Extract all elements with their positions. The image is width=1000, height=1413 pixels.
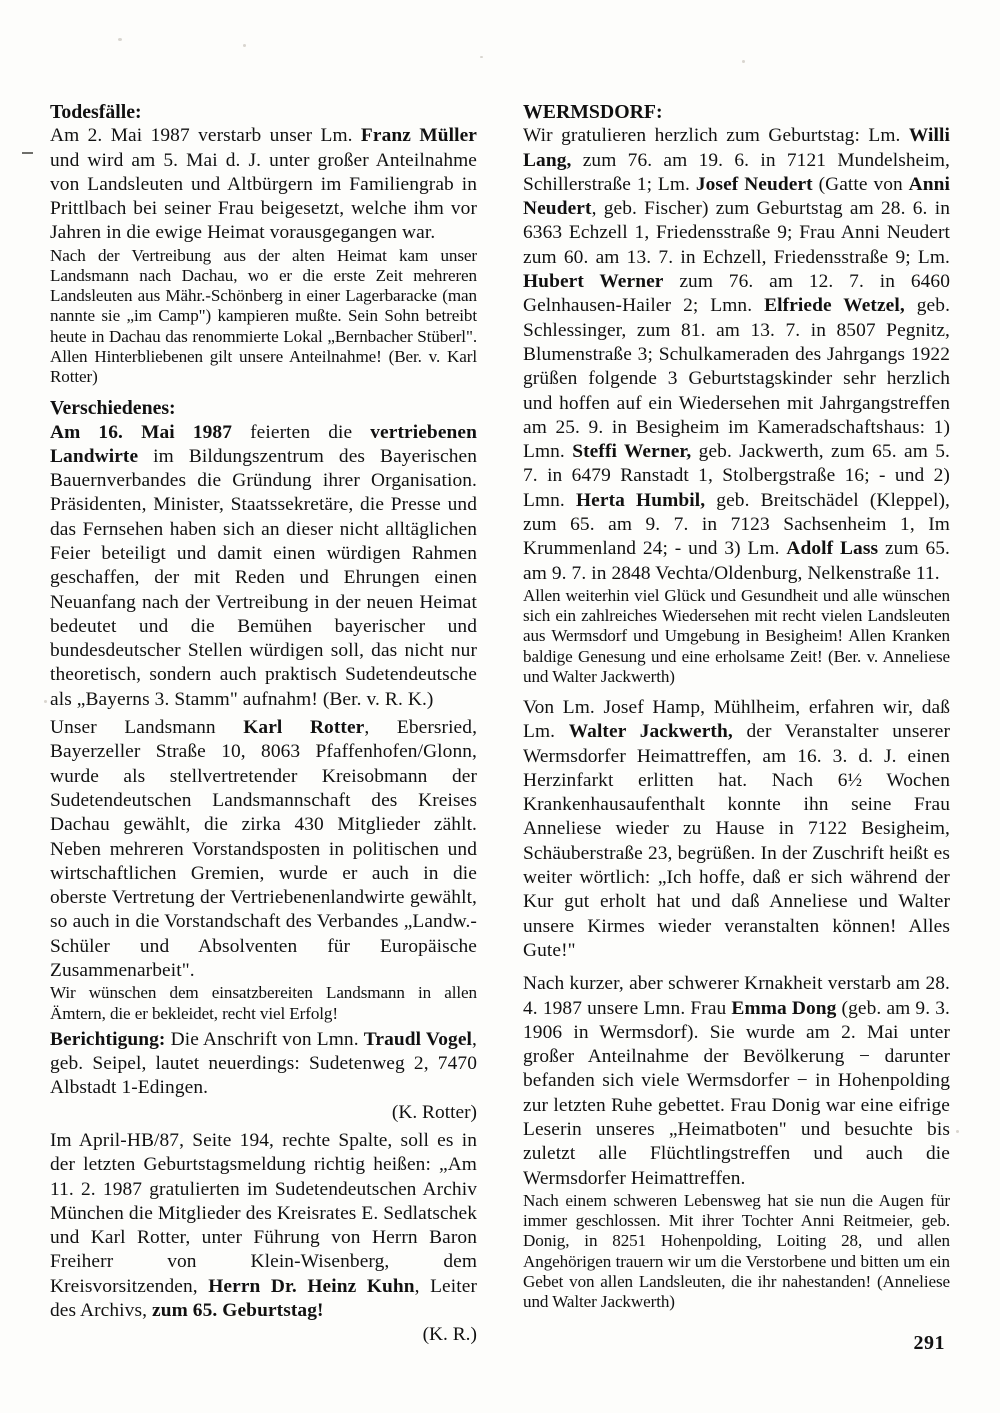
paragraph-death-report-details: Nach einem schweren Lebensweg hat sie nun die Augen für immer geschlossen. Mit ihrer Tochter Anni Reitmeier, geb. Donig, in 8251 Hohenpolding, Loiting 28, und allen Angehörigen trauern wir um die Verstorbene und bitten um ein Gebet von allen Landsleuten, die ihr nahestanden! (Anneliese und Walter Jackwerth) xyxy=(523,1190,950,1311)
scan-speck xyxy=(480,56,483,58)
scan-speck xyxy=(44,700,47,703)
left-column xyxy=(50,100,477,1348)
right-column xyxy=(523,100,950,1348)
scan-speck xyxy=(243,44,246,47)
page-number: 291 xyxy=(913,1332,945,1354)
correction-signature: (K. Rotter) xyxy=(391,1101,477,1123)
paragraph-illness-report: Von Lm. Josef Hamp, Mühlheim, erfahren wir, daß Lm. Walter Jackwerth, der Veranstalter unserer Wermsdorfer Heimattreffen, am 16. 3. d. J. einen Herzinfarkt erlitten hat. Nach 6½ Wochen Krankenhausaufenthalt konnte ihn seine Frau Anneliese wieder zu Hause in 7122 Besigheim, Schäuberstraße 23, begrüßen. In der Zuschrift heißt es weiter wörtlich: „Ich hoffe, daß er sich während der Kur gut erholt hat und daß Anneliese und Walter unsere Kirmes wieder veranstalten können! Alles Gute!" xyxy=(523,696,950,961)
paragraph-general-wishes: Allen weiterhin viel Glück und Gesundheit und alle wünschen sich ein zahlreiches Wiedersehen mit recht vielen Landsleuten aus Wermsdorf und Umgebung in Besigheim! Allen Kranken baldige Genesung und eine erholsame Zeit! (Ber. v. Anneliese und Walter Jackwerth) xyxy=(523,585,950,686)
paragraph-death-notice: Am 2. Mai 1987 verstarb unser Lm. Franz Müller und wird am 5. Mai d. J. unter großer Anteilnahme von Landsleuten und Altbürgern im Familiengrab in Prittlbach bei seiner Frau beigesetzt, welche ihm vor Jahren in die ewige Heimat vorausgegangen war. xyxy=(50,125,477,244)
heading-verschiedenes: Verschiedenes: xyxy=(50,397,176,420)
paragraph-misc-karl-rotter: Unser Landsmann Karl Rotter, Ebersried, Bayerzeller Straße 10, 8063 Pfaffenhofen/Glonn, wurde als stellvertretender Kreisobmann der Sudetendeutschen Landsmannschaft des Kreises Dachau gewählt, die zirka 430 Mitglieder zählt. Neben mehreren Vorstandsposten in politischen und wirtschaftlichen Gremien, wurde er auch in die oberste Vertretung der Vertriebenenlandwirte gewählt, so auch in die Vorstandschaft des Verbandes „Landw.-Schüler und Absolventen für Europäische Zusammenarbeit". xyxy=(50,717,478,982)
paragraph-birthday-greetings: Wir gratulieren herzlich zum Geburtstag: Lm. Willi Lang, zum 76. am 19. 6. in 7121 Mundelsheim, Schillerstraße 1; Lm. Josef Neudert (Gatte von Anni Neudert, geb. Fischer) zum Geburtstag am 28. 6. in 6363 Echzell 1, Friedensstraße 9; Frau Anni Neudert zum 60. am 13. 7. in Echzell, Friedensstraße 9; Lm. Hubert Werner zum 76. am 12. 7. in 6460 Gelnhausen-Hailer 2; Lmn. Elfriede Wetzel, geb. Schlessinger, zum 81. am 13. 7. in 8507 Pegnitz, Blumenstraße 3; Schulkameraden des Jahrgangs 1922 grüßen folgende 3 Geburtstagskinder sehr herzlich und hoffen auf ein Wiedersehen mit Jahrgangstreffen am 25. 9. in Besigheim im Kameradschaftshaus: 1) Lmn. Steffi Werner, geb. Jackwerth, zum 65. am 5. 7. in 6479 Ranstadt 1, Stolbergstraße 16; - und 2) Lmn. Herta Humbil, geb. Breitschädel (Kleppel), zum 65. am 9. 7. in 7123 Sachsenheim 1, Im Krummenland 24; - und 3) Lm. Adolf Lass zum 65. am 9. 7. in 2848 Vechta/Oldenburg, Nelkenstraße 11. xyxy=(523,125,951,584)
scan-speck xyxy=(742,60,745,63)
two-column-body xyxy=(50,100,950,1348)
paragraph-death-report: Nach kurzer, aber schwerer Krnakheit verstarb am 28. 4. 1987 unsere Lmn. Frau Emma Dong (geb. am 9. 3. 1906 in Wermsdorf). Sie wurde am 2. Mai unter großer Anteilnahme der Bevölkerung − darunter befanden sich viele Wermsdorfer − in Hohenpolding zur letzten Ruhe gebettet. Frau Donig war eine eifrige Leserin unseres „Heimatboten" und besuchte bis zuletzt alle Flüchtlingstreffen und auch die Wermsdorfer Heimattreffen. xyxy=(523,973,951,1189)
archive-signature: (K. R.) xyxy=(422,1324,477,1346)
heading-todesfaelle: Todesfälle: xyxy=(50,101,142,123)
scan-speck xyxy=(956,1130,959,1133)
paragraph-archive-correction: Im April-HB/87, Seite 194, rechte Spalte, soll es in der letzten Geburtstagsmeldung richtig heißen: „Am 11. 2. 1987 gratulierten im Sudetendeutschen Archiv München die Mitglieder des Kreisrates E. Sedlatschek und Karl Rotter, unter Führung von Herrn Baron Freiherr von Klein-Wisenberg, dem Kreisvorsitzenden, Herrn Dr. Heinz Kuhn, Leiter des Archivs, zum 65. Geburtstag! xyxy=(50,1129,478,1321)
paragraph-misc-founding: Am 16. Mai 1987 feierten die vertriebenen Landwirte im Bildungszentrum des Bayerischen Bauernverbandes die Gründung ihrer Organisation. Präsidenten, Minister, Staatssekretäre, die Presse und das Fernsehen haben sich an dieser nicht alltäglichen Feier beteiligt und damit einen würdigen Rahmen geschaffen, der mit Reden und Ehrungen einen Neuanfang nach der Vertreibung in der neuen Heimat bedeutet und die Bemühen bayerischer und bundesdeutscher Stellen würdigen soll, das nicht nur theoretisch, sondern auch praktisch Sudetendeutsche als „Bayerns 3. Stamm" aufnahm! (Ber. v. R. K.) xyxy=(50,421,477,710)
paragraph-correction: Berichtigung: Die Anschrift von Lmn. Traudl Vogel, geb. Seipel, lautet neuerdings: Sudetenweg 2, 7470 Albstadt 1-Edingen. xyxy=(50,1028,477,1099)
scan-speck xyxy=(118,38,122,41)
scan-artifact-dash xyxy=(22,152,33,154)
paragraph-misc-wishes: Wir wünschen dem einsatzbereiten Landsmann in allen Ämtern, die er bekleidet, recht viel Erfolg! xyxy=(50,983,477,1023)
heading-wermsdorf: WERMSDORF: xyxy=(523,101,663,123)
paragraph-death-details: Nach der Vertreibung aus der alten Heimat kam unser Landsmann nach Dachau, wo er die erste Zeit mehreren Landsleuten aus Mähr.-Schönberg in einer Lagerbaracke (man nannte sie „im Camp") kampieren mußte. Sein Sohn betreibt heute in Dachau das renommierte Lokal „Bernbacher Stüberl". Allen Hinterbliebenen gilt unsere Anteilnahme! (Ber. v. Karl Rotter) xyxy=(50,245,477,386)
